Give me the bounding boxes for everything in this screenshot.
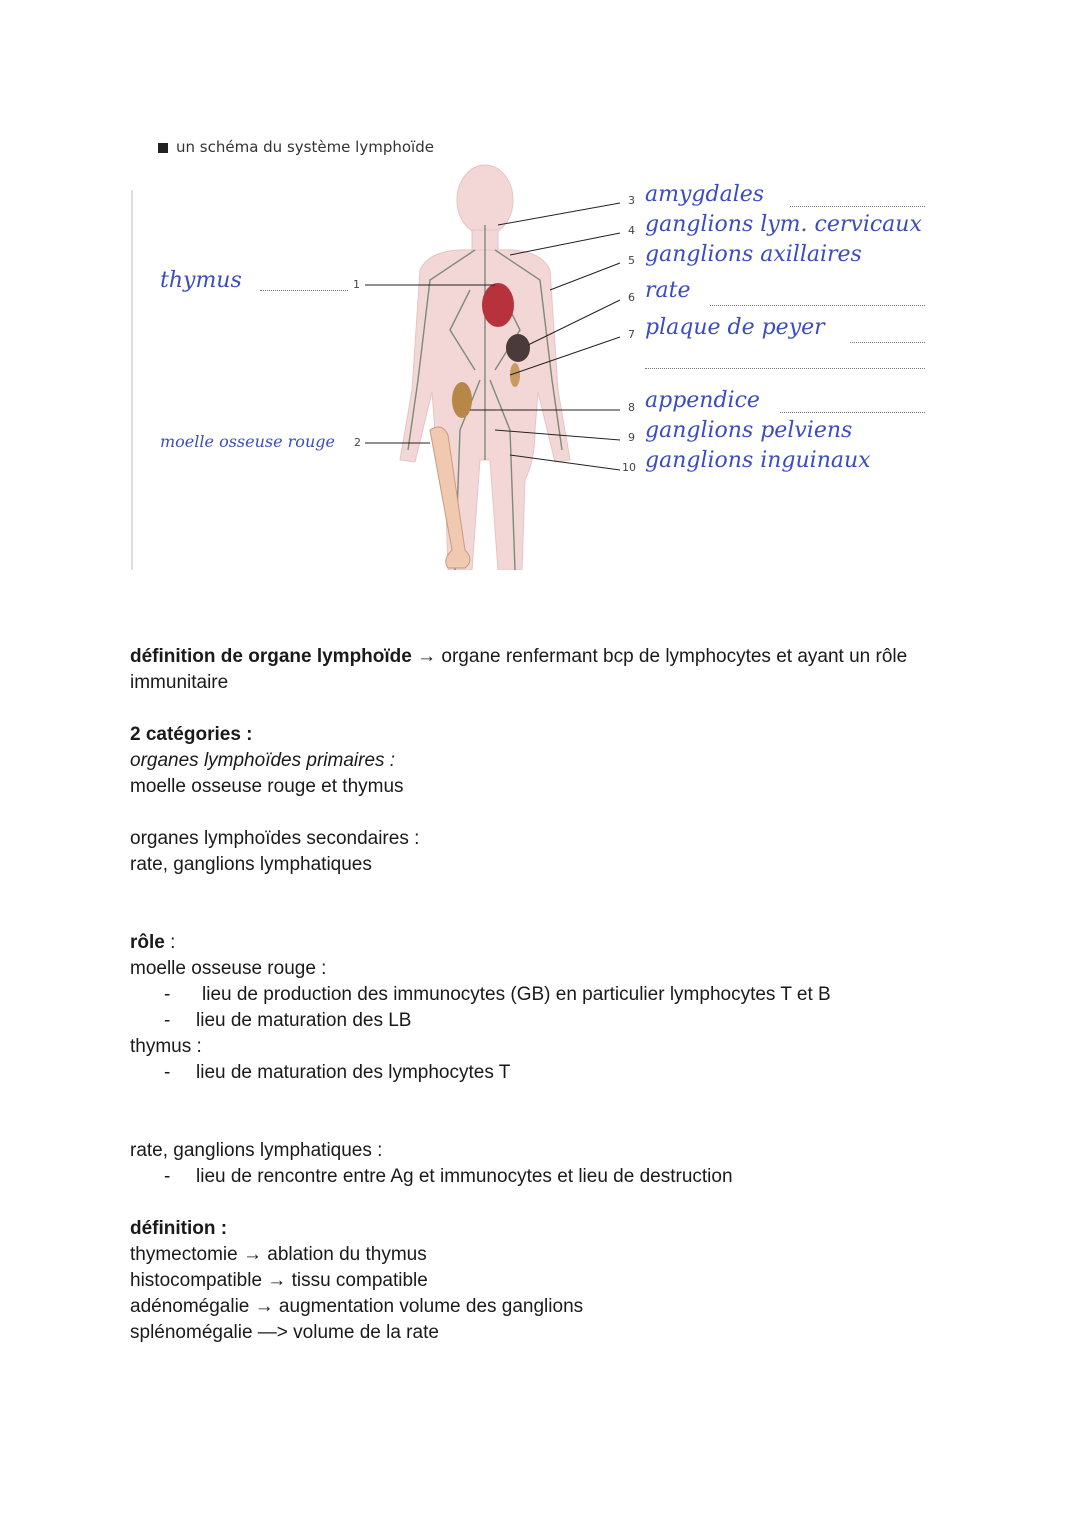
definition-organ-line: définition de organe lymphoïde → organe renfermant bcp de lymphocytes et ayant un rôle <box>130 646 908 667</box>
definition-heading: définition : <box>130 1218 228 1239</box>
secondary-heading: organes lymphoïdes secondaires : <box>130 828 420 849</box>
heart-shape <box>482 283 514 327</box>
dotted-line <box>790 206 925 207</box>
list-item: - lieu de maturation des LB <box>164 1010 412 1031</box>
label-number: 4 <box>628 224 635 237</box>
label-plaque-peyer: plaque de peyer <box>645 315 825 340</box>
primary-items: moelle osseuse rouge et thymus <box>130 776 404 797</box>
secondary-items: rate, ganglions lymphatiques <box>130 854 372 875</box>
label-ganglions-cervicaux: ganglions lym. cervicaux <box>645 212 922 237</box>
list-item: - lieu de production des immunocytes (GB) en particulier lymphocytes T et B <box>164 984 831 1005</box>
notes-body <box>130 644 980 1346</box>
label-ganglions-inguinaux: ganglions inguinaux <box>645 448 871 473</box>
label-number: 3 <box>628 194 635 207</box>
label-ganglions-pelviens: ganglions pelviens <box>645 418 853 443</box>
label-appendice: appendice <box>645 388 760 413</box>
label-thymus: thymus <box>160 268 242 293</box>
label-ganglions-axillaires: ganglions axillaires <box>645 242 862 267</box>
role-heading: rôle : <box>130 932 176 953</box>
categories-heading: 2 catégories : <box>130 724 253 745</box>
spleen-shape <box>506 334 530 362</box>
dotted-line <box>780 412 925 413</box>
dotted-line <box>710 305 925 306</box>
label-number: 9 <box>628 431 635 444</box>
rate-heading: rate, ganglions lymphatiques : <box>130 1140 383 1161</box>
lymphoid-system-figure <box>130 130 960 570</box>
dotted-line <box>850 342 925 343</box>
figure-caption: un schéma du système lymphoïde <box>158 138 434 156</box>
label-amygdales: amygdales <box>645 182 765 207</box>
appendix-shape <box>452 382 472 418</box>
label-rate: rate <box>645 278 691 303</box>
definition-item: adénomégalie → augmentation volume des ganglions <box>130 1296 584 1317</box>
label-number: 6 <box>628 291 635 304</box>
label-number: 2 <box>354 436 361 449</box>
list-item: - lieu de rencontre entre Ag et immunocytes et lieu de destruction <box>164 1166 733 1187</box>
label-number: 7 <box>628 328 635 341</box>
dotted-line <box>645 368 925 369</box>
label-moelle: moelle osseuse rouge <box>160 432 335 451</box>
moelle-heading: moelle osseuse rouge : <box>130 958 327 979</box>
definition-organ-cont: immunitaire <box>130 672 229 693</box>
label-number: 5 <box>628 254 635 267</box>
lymphoid-diagram <box>130 130 960 570</box>
definition-item: thymectomie → ablation du thymus <box>130 1244 427 1265</box>
label-number: 10 <box>622 461 636 474</box>
square-bullet-icon <box>158 143 168 153</box>
label-number: 8 <box>628 401 635 414</box>
list-item: - lieu de maturation des lymphocytes T <box>164 1062 511 1083</box>
thymus-heading: thymus : <box>130 1036 202 1057</box>
definition-item: histocompatible → tissu compatible <box>130 1270 428 1291</box>
primary-heading: organes lymphoïdes primaires : <box>130 750 396 771</box>
definition-item: splénomégalie —> volume de la rate <box>130 1322 439 1343</box>
dotted-line <box>260 290 348 291</box>
label-number: 1 <box>353 278 360 291</box>
